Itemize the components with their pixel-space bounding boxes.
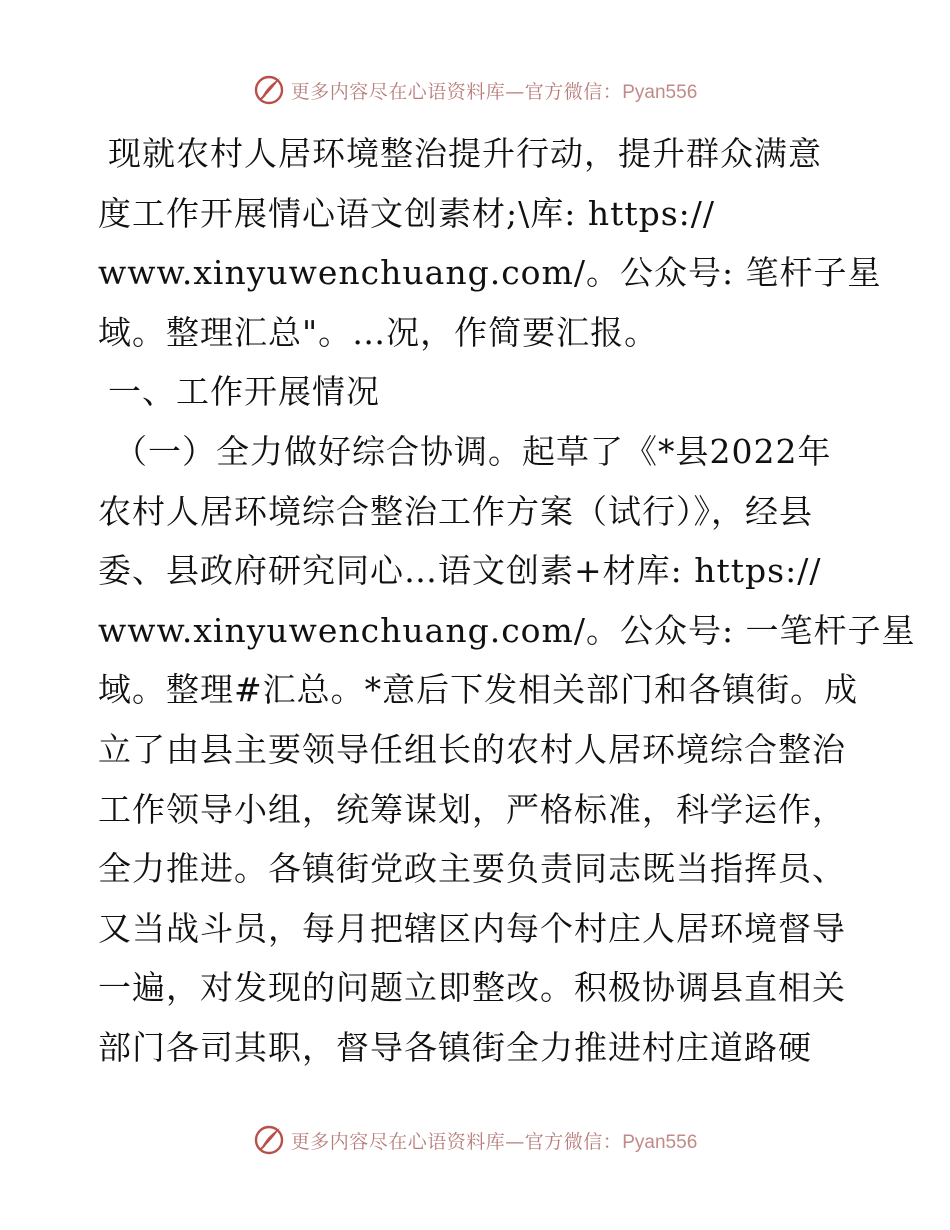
text-line: 立了由县主要领导任组长的农村人居环境综合整治	[98, 729, 846, 769]
header-watermark	[0, 70, 950, 110]
text-line: 委、县政府研究同心…语文创素+材库: https://	[98, 551, 822, 591]
watermark-text: 更多内容尽在心语资料库—官方微信：Pyan556	[290, 80, 698, 103]
quill-logo-icon	[253, 1124, 285, 1156]
text-line: 工作领导小组，统筹谋划，严格标准，科学运作，	[98, 789, 846, 829]
section-heading: 一、工作开展情况	[108, 372, 380, 412]
text-line: 域。整理#汇总。*意后下发相关部门和各镇街。成	[98, 670, 859, 710]
text-line: 全力推进。各镇街党政主要负责同志既当指挥员、	[98, 849, 846, 889]
watermark-text: 更多内容尽在心语资料库—官方微信：Pyan556	[290, 1130, 698, 1153]
text-line: www.xinyuwenchuang.com/。公众号: 一笔杆子星	[98, 610, 916, 650]
text-line: www.xinyuwenchuang.com/。公众号: 笔杆子星	[98, 253, 882, 293]
footer-watermark	[0, 1120, 950, 1160]
text-line: 又当战斗员，每月把辖区内每个村庄人居环境督导	[98, 908, 846, 948]
text-line: 部门各司其职，督导各镇街全力推进村庄道路硬	[98, 1027, 812, 1067]
document-body	[98, 124, 916, 1078]
text-line: （一）全力做好综合协调。起草了《*县2022年	[114, 431, 832, 471]
quill-logo-icon	[253, 74, 285, 106]
text-line: 域。整理汇总"。…况，作简要汇报。	[98, 312, 659, 352]
text-line: 一遍，对发现的问题立即整改。积极协调县直相关	[98, 968, 846, 1008]
text-line: 度工作开展情心语文创素材;\库: https://	[98, 193, 716, 233]
text-line: 现就农村人居环境整治提升行动，提升群众满意	[108, 134, 822, 173]
text-line: 农村人居环境综合整治工作方案（试行）》，经县	[98, 491, 813, 531]
